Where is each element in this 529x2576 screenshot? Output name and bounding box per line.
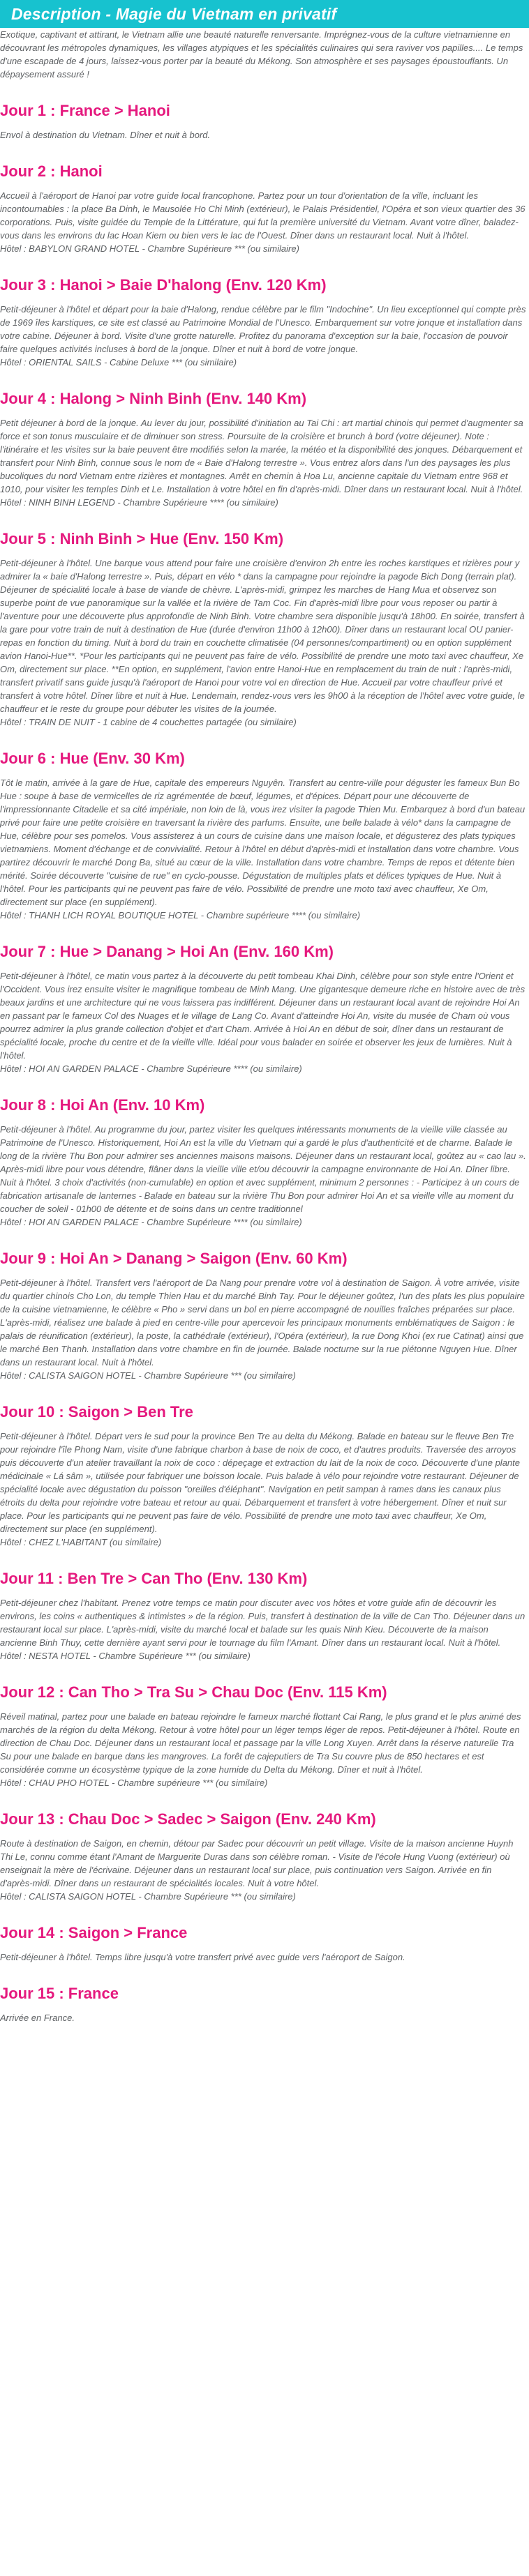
day-description xyxy=(0,1837,526,1903)
day-section xyxy=(0,162,526,276)
day-section xyxy=(0,102,526,162)
day-hotel: Hôtel : CHAU PHO HOTEL - Chambre supérieure *** (ou similaire) xyxy=(0,1778,268,1788)
day-hotel: Hôtel : ORIENTAL SAILS - Cabine Deluxe *** (ou similaire) xyxy=(0,357,237,368)
day-section xyxy=(0,390,526,530)
day-hotel: Hôtel : CALISTA SAIGON HOTEL - Chambre Supérieure *** (ou similaire) xyxy=(0,1891,296,1902)
day-description xyxy=(0,969,526,1075)
day-section xyxy=(0,943,526,1096)
day-description xyxy=(0,189,526,255)
day-title: Jour 14 : Saigon > France xyxy=(0,1924,188,1941)
day-text: Réveil matinal, partez pour une balade en bateau rejoindre le fameux marché flottant Cai Rang, le plus grand et le plus animé des marchés de la région du delta Mékong. Retour à votre hôtel pour un léger temps léger de repos. Petit-déjeuner à l'hôtel. Route en direction de Chau Doc. Déjeuner dans un restaurant local et passage par la ville Long Xuyen. Arrêt dans la réserve naturelle Tra Su pour une balade en barque dans les mangroves. La forêt de cajeputiers de Tra Su couvre plus de 850 hectares et est considérée comme un écosystème typique de la zone humide du Delta du Mékong. Dîner et nuit à l'hôtel. xyxy=(0,1711,521,1775)
day-description xyxy=(0,1430,526,1549)
day-description xyxy=(0,556,526,729)
day-description xyxy=(0,1596,526,1662)
day-description xyxy=(0,303,526,369)
itinerary xyxy=(0,102,526,2045)
day-section xyxy=(0,1570,526,1683)
day-section xyxy=(0,750,526,943)
day-section xyxy=(0,1683,526,1810)
day-section xyxy=(0,1250,526,1403)
day-section xyxy=(0,1924,526,1985)
day-text: Petit-déjeuner à l'hôtel, ce matin vous partez à la découverte du petit tombeau Khai Dinh, célèbre pour son style entre l'Orient et l'Occident. Vous irez ensuite visiter le magnifique tombeau de Minh Mang. Une gigantesque demeure riche en histoire avec de très beaux jardins et une architecture qui ne vous laissera pas indifférent. Déjeuner dans un restaurant local avant de rejoindre Hoi An en passant par le fameux Col des Nuages et le village de Lang Co. Avant d'atteindre Hoi An, visite du musée de Cham où vous pourrez admirer la plus grande collection d'objet et d'art Cham. Arrivée à Hoi An en début de soir, dîner dans un restaurant de spécialité locale, proche du centre et de la vieille ville. Idéal pour vous balader en soirée et observer les jeux de lumières. Nuit à l'hôtel. xyxy=(0,971,526,1061)
day-section xyxy=(0,276,526,390)
day-hotel: Hôtel : HOI AN GARDEN PALACE - Chambre Supérieure **** (ou similaire) xyxy=(0,1217,302,1227)
day-title: Jour 4 : Halong > Ninh Binh (Env. 140 Km) xyxy=(0,390,307,407)
day-description xyxy=(0,776,526,922)
day-text: Petit-déjeuner chez l'habitant. Prenez votre temps ce matin pour discuter avec vos hôtes et votre guide afin de découvrir les environs, les coins « authentiques & intimistes » de la région. Puis, transfert à destination de la ville de Can Tho. Déjeuner dans un restaurant local sur place. L'après-midi, visite du marché local et balade sur les quais Ninh Kieu. Découverte de la maison ancienne Binh Thuy, cette dernière ayant servi pour le tournage du film l'Amant. Dîner dans un restaurant local. Nuit à l'hôtel. xyxy=(0,1598,526,1648)
day-hotel: Hôtel : CHEZ L'HABITANT (ou similaire) xyxy=(0,1537,162,1547)
day-text: Envol à destination du Vietnam. Dîner et nuit à bord. xyxy=(0,130,211,140)
day-text: Tôt le matin, arrivée à la gare de Hue, capitale des empereurs Nguyên. Transfert au centre-ville pour déguster les fameux Bun Bo Hue : soupe à base de vermicelles de riz agrémentée de bœuf, légumes, et d'épices. Départ pour une découverte de l'impressionnante Citadelle et sa cité impériale, non loin de là, vous irez visiter la pagode Thien Mu. Embarquez à bord d'un bateau privé pour faire une petite croisière en traversant la rivière des parfums. Ensuite, une belle balade à vélo* dans la campagne de Hue, célèbre pour ses pomelos. Vous assisterez à un cours de cuisine dans une maison locale, et dégusterez des plats typiques vietnamiens. Moment d'échange et de convivialité. Retour à l'hôtel en début d'après-midi et installation dans votre chambre. Vous partirez découvrir le marché Dong Ba, situé au cœur de la ville. Installation dans votre chambre. Temps de repos et détente bien mérité. Soirée découverte "cuisine de rue" en cyclo-pousse. Dégustation de multiples plats et délices typiques de Hue. Nuit à l'hôtel. Pour les participants qui ne peuvent pas faire de vélo. Possibilité de prendre une moto taxi avec chauffeur, Xe Om, directement sur place (en supplément). xyxy=(0,778,526,907)
day-section xyxy=(0,1096,526,1250)
day-text: Accueil à l'aéroport de Hanoi par votre guide local francophone. Partez pour un tour d'orientation de la ville, incluant les incontournables : la place Ba Dinh, le Mausolée Ho Chi Minh (extérieur), le Palais Présidentiel, l'Opéra et son vieux quartier des 36 corporations. Puis, visite guidée du Temple de la Littérature, qui fut la première université du Vietnam. Avant votre dîner, baladez-vous dans les environs du lac Hoan Kiem ou bien vers le lac de l'Ouest. Dîner dans un restaurant local. Nuit à l'hôtel. xyxy=(0,190,526,241)
day-hotel: Hôtel : CALISTA SAIGON HOTEL - Chambre Supérieure *** (ou similaire) xyxy=(0,1370,296,1381)
day-text: Petit-déjeuner à l'hôtel et départ pour la baie d'Halong, rendue célèbre par le film "Indochine". Un lieu exceptionnel qui compte près de 1969 îles karstiques, ce site est classé au Patrimoine Mondial de l'Unesco. Embarquement sur votre jonque et installation dans votre cabine. Déjeuner à bord. Visite d'une grotte naturelle. Profitez du panorama d'exception sur la baie, l'occasion de pouvoir faire quelques activités incluses à bord de la jonque. Dîner et nuit à bord de votre jonque. xyxy=(0,304,526,354)
day-description xyxy=(0,1276,526,1382)
day-title: Jour 10 : Saigon > Ben Tre xyxy=(0,1403,193,1420)
day-title: Jour 7 : Hue > Danang > Hoi An (Env. 160 Km) xyxy=(0,943,334,960)
day-hotel: Hôtel : HOI AN GARDEN PALACE - Chambre Supérieure **** (ou similaire) xyxy=(0,1063,302,1074)
day-text: Petit-déjeuner à l'hôtel. Départ vers le sud pour la province Ben Tre au delta du Mékong. Balade en bateau sur le fleuve Ben Tre pour rejoindre l'île Phong Nam, visite d'une fabrique charbon à base de noix de coco, et d'autres produits. Traversée des arroyos puis découverte d'un atelier travaillant la noix de coco : dépeçage et extraction du lait de la noix de coco. Découverte d'une plante médicinale « Lá sâm », utilisée pour fabriquer une boisson locale. Puis balade à vélo pour rejoindre votre restaurant. Déjeuner de spécialité locale avec dégustation du poisson "oreilles d'éléphant". Navigation en petit sampan à rames dans les canaux plus étroits du delta pour rejoindre votre bateau et retour au quai. Débarquement et transfert à votre hébergement. Dîner et nuit sur place. Pour les participants qui ne peuvent pas faire de vélo. Possibilité de prendre une moto taxi avec chauffeur, Xe Om, directement sur place (en supplément). xyxy=(0,1431,520,1534)
day-text: Arrivée en France. xyxy=(0,2013,75,2023)
day-hotel: Hôtel : NINH BINH LEGEND - Chambre Supérieure **** (ou similaire) xyxy=(0,497,278,508)
day-description xyxy=(0,128,526,142)
day-text: Petit-déjeuner à l'hôtel. Une barque vous attend pour faire une croisière d'environ 2h entre les roches karstiques et rizières pour y admirer la « baie d'Halong terrestre ». Puis, départ en vélo * dans la campagne pour rejoindre la pagode Bich Dong (terrain plat). Déjeuner de spécialité locale à base de viande de chèvre. L'après-midi, grimpez les marches de Hang Mua et observez son superbe point de vue panoramique sur la vallée et la rivière de Tam Coc. Fin d'après-midi libre pour vous reposer ou partir à l'aventure pour une découverte plus approfondie de Ninh Binh. Votre chambre sera disponible jusqu'à 18h00. En soirée, transfert à la gare pour votre train de nuit à destination de Hue (durée d'environ 11h00 à 12h00). Dîner dans un restaurant local OU panier-repas en fonction du timing. Nuit à bord du train en couchette climatisée (04 personnes/compartiment) ou en option supplément avion Hanoi-Hue**. *Pour les participants qui ne peuvent pas faire de vélo. Possibilité de prendre une moto taxi avec chauffeur, Xe Om, directement sur place. **En option, en supplément, l'avion entre Hanoi-Hue en remplacement du train de nuit : l'après-midi, transfert privatif sans guide jusqu'à l'aéroport de Hanoi pour votre vol en direction de Hue. Accueil par votre chauffeur privé et transfert à votre hôtel. Dîner libre et nuit à Hue. Lendemain, rendez-vous vers les 9h00 à la réception de l'hôtel avec votre guide, le chauffeur et le reste du groupe pour débuter les visites de la journée. xyxy=(0,558,525,714)
day-title: Jour 12 : Can Tho > Tra Su > Chau Doc (Env. 115 Km) xyxy=(0,1683,387,1701)
day-title: Jour 1 : France > Hanoi xyxy=(0,102,170,119)
day-text: Petit-déjeuner à l'hôtel. Au programme du jour, partez visiter les quelques intéressants monuments de la vieille ville classée au Patrimoine de l'Unesco. Historiquement, Hoi An est la ville du Vietnam qui a gardé le plus d'authenticité et de charme. Balade le long de la rivière Thu Bon pour admirer ses anciennes maisons maisons. Déjeuner dans un restaurant local, goûtez au « cao lau ». Après-midi libre pour vous détendre, flâner dans la vieille ville et/ou découvrir la campagne environnante de Hoi An. Dîner libre. Nuit à l'hôtel. 3 choix d'activités (non-cumulable) en option et avec supplément, minimum 2 personnes : - Participez à un cours de fabrication artisanale de lanternes - Balade en bateau sur la rivière Thu Bon pour admirer Hoi An et sa vieille ville au moment du coucher de soleil - 01h00 de détente et de soins dans un centre traditionnel xyxy=(0,1124,526,1214)
day-title: Jour 2 : Hanoi xyxy=(0,162,103,180)
intro-text: Exotique, captivant et attirant, le Vietnam allie une beauté naturelle renversante. Imprégnez-vous de la culture vietnamienne en découvrant les métropoles dynamiques, les villages atypiques et les spécialités culinaires qui sera raviver vos papilles.... Le temps d'une escapade de 4 jours, laissez-vous porter par la beauté du Mékong. Son atmosphère et ses paysages époustouflants. Un dépaysement assuré ! xyxy=(0,29,523,79)
day-hotel: Hôtel : THANH LICH ROYAL BOUTIQUE HOTEL - Chambre supérieure **** (ou similaire) xyxy=(0,910,361,920)
day-title: Jour 6 : Hue (Env. 30 Km) xyxy=(0,750,185,767)
day-title: Jour 9 : Hoi An > Danang > Saigon (Env. 60 Km) xyxy=(0,1250,348,1267)
page-title: Description - Magie du Vietnam en privatif xyxy=(11,4,337,23)
day-description xyxy=(0,1950,526,1964)
day-hotel: Hôtel : NESTA HOTEL - Chambre Supérieure *** (ou similaire) xyxy=(0,1651,251,1661)
day-hotel: Hôtel : BABYLON GRAND HOTEL - Chambre Supérieure *** (ou similaire) xyxy=(0,243,299,254)
day-section xyxy=(0,1810,526,1924)
day-description xyxy=(0,416,526,509)
day-description xyxy=(0,2011,526,2024)
day-hotel: Hôtel : TRAIN DE NUIT - 1 cabine de 4 couchettes partagée (ou similaire) xyxy=(0,717,297,727)
day-text: Petit-déjeuner à l'hôtel. Transfert vers l'aéroport de Da Nang pour prendre votre vol à destination de Saigon. À votre arrivée, visite du quartier chinois Cho Lon, du temple Thien Hau et du marché Binh Tay. Pour le déjeuner goûtez, l'un des plats les plus populaire de la cuisine vietnamienne, le célèbre « Pho » servi dans un bol en pierre accompagné de nouilles fraîches préparées sur place. L'après-midi, réalisez une balade à pied en centre-ville pour apercevoir les principaux monuments emblématiques de Saigon : le palais de réunification (extérieur), la poste, la cathédrale (extérieur), l'Opéra (extérieur), la rue Dong Khoi (ex rue Catinat) ainsi que le marché Ben Thanh. Installation dans votre chambre en fin de journée. Balade nocturne sur la rue piétonne Nguyen Hue. Dîner dans un restaurant local. Nuit à l'hôtel. xyxy=(0,1278,525,1367)
day-title: Jour 15 : France xyxy=(0,1985,119,2002)
content xyxy=(0,28,529,2045)
day-title: Jour 11 : Ben Tre > Can Tho (Env. 130 Km) xyxy=(0,1570,308,1587)
day-text: Petit-déjeuner à l'hôtel. Temps libre jusqu'à votre transfert privé avec guide vers l'aéroport de Saigon. xyxy=(0,1952,405,1962)
day-section xyxy=(0,1985,526,2045)
day-title: Jour 5 : Ninh Binh > Hue (Env. 150 Km) xyxy=(0,530,284,547)
day-text: Petit déjeuner à bord de la jonque. Au lever du jour, possibilité d'initiation au Tai Chi : art martial chinois qui permet d'augmenter sa force et son tonus musculaire et de diminuer son stress. Poursuite de la croisière et brunch à bord (votre déjeuner). Note : l'itinéraire et les visites sur la baie peuvent être modifiés selon la marée, la météo et la disponibilité des jonques. Débarquement et transfert pour Ninh Binh, connue sous le nom de « Baie d'Halong terrestre ». Vous entrez alors dans l'un des paysages les plus bucoliques du nord Vietnam entre rizières et montagnes. Arrêt en chemin à Hoa Lu, ancienne capitale du Vietnam entre 968 et 1010, pour visiter les temples Dinh et Le. Installation à votre hôtel en fin d'après-midi. Dîner dans un restaurant local. Nuit à l'hôtel. xyxy=(0,418,523,494)
day-section xyxy=(0,530,526,750)
day-description xyxy=(0,1710,526,1789)
day-section xyxy=(0,1403,526,1570)
day-title: Jour 8 : Hoi An (Env. 10 Km) xyxy=(0,1096,205,1114)
day-description xyxy=(0,1123,526,1229)
day-title: Jour 3 : Hanoi > Baie D'halong (Env. 120 Km) xyxy=(0,276,327,294)
day-text: Route à destination de Saigon, en chemin, détour par Sadec pour découvrir un petit village. Visite de la maison ancienne Huynh Thi Le, connu comme étant l'Amant de Marguerite Duras dans son célèbre roman. - Visite de l'école Hung Vuong (extérieur) où enseignait la mère de l'écrivaine. Déjeuner dans un restaurant local sur place, puis continuation vers Saigon. Arrivée en fin d'après-midi. Dîner dans un restaurant de spécialités locales. Nuit à votre hôtel. xyxy=(0,1838,514,1888)
day-title: Jour 13 : Chau Doc > Sadec > Saigon (Env. 240 Km) xyxy=(0,1810,376,1828)
description-header xyxy=(0,0,529,28)
